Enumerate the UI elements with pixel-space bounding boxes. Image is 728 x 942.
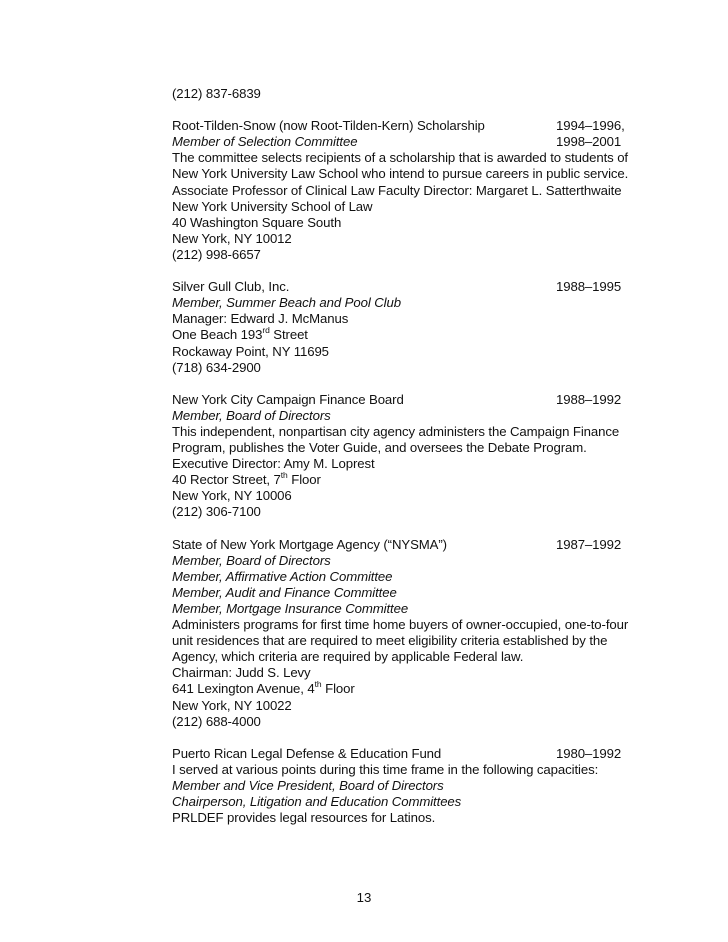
line-text: 40 Rector Street, 7 xyxy=(172,472,281,488)
phone-line: (212) 837-6839 xyxy=(172,86,261,101)
line-text: Member, Audit and Finance Committee xyxy=(172,584,397,600)
date-range: 1988–1992 xyxy=(556,391,622,407)
organization-name: Puerto Rican Legal Defense & Education Fund xyxy=(172,745,442,761)
detail-line xyxy=(172,360,672,376)
line-text: Member and Vice President, Board of Directors xyxy=(172,778,444,794)
detail-line xyxy=(172,183,672,199)
line-text: This independent, nonpartisan city agency administers the Campaign Finance xyxy=(172,423,620,439)
detail-line xyxy=(172,215,672,231)
role-line xyxy=(172,134,672,150)
line-text: New York, NY 10006 xyxy=(172,488,292,504)
section-spacer xyxy=(172,376,672,392)
line-text: Manager: Edward J. McManus xyxy=(172,311,349,327)
line-text: PRLDEF provides legal resources for Latinos. xyxy=(172,810,436,826)
organization-name: Root-Tilden-Snow (now Root-Tilden-Kern) Scholarship xyxy=(172,118,485,134)
entries-container xyxy=(172,102,672,826)
entry-block xyxy=(172,746,672,826)
line-text: One Beach 193 xyxy=(172,327,263,343)
role-line xyxy=(172,778,672,794)
line-text: (718) 634-2900 xyxy=(172,359,261,375)
line-text: New York University School of Law xyxy=(172,198,373,214)
line-text-suffix: Street xyxy=(269,327,308,343)
detail-line xyxy=(172,681,672,697)
organization-name: New York City Campaign Finance Board xyxy=(172,391,404,407)
detail-line xyxy=(172,311,672,327)
page-number: 13 xyxy=(356,890,372,905)
detail-line xyxy=(172,424,672,440)
date-range: 1988–1995 xyxy=(556,279,622,295)
line-text: (212) 306-7100 xyxy=(172,504,261,520)
line-text: New York University Law School who intend to pursue careers in public service. xyxy=(172,166,629,182)
line-text: Executive Director: Amy M. Loprest xyxy=(172,456,375,472)
line-text: (212) 688-4000 xyxy=(172,713,261,729)
detail-line xyxy=(172,810,672,826)
date-range: 1987–1992 xyxy=(556,536,622,552)
line-text: 40 Washington Square South xyxy=(172,214,342,230)
detail-line xyxy=(172,166,672,182)
detail-line xyxy=(172,231,672,247)
entry-header xyxy=(172,279,672,295)
entry-header xyxy=(172,537,672,553)
role-line xyxy=(172,585,672,601)
detail-line xyxy=(172,488,672,504)
detail-line xyxy=(172,665,672,681)
ordinal-superscript: rd xyxy=(262,325,270,336)
section-spacer xyxy=(172,730,672,746)
resume-document xyxy=(172,86,672,826)
line-text: The committee selects recipients of a scholarship that is awarded to students of xyxy=(172,150,628,166)
line-text: I served at various points during this time frame in the following capacities: xyxy=(172,761,599,777)
detail-line xyxy=(172,344,672,360)
entry-block xyxy=(172,392,672,521)
role-line xyxy=(172,408,672,424)
detail-line xyxy=(172,617,672,633)
entry-header xyxy=(172,118,672,134)
section-spacer xyxy=(172,263,672,279)
line-text: unit residences that are required to meet eligibility criteria established by the xyxy=(172,633,608,649)
detail-line xyxy=(172,456,672,472)
detail-line xyxy=(172,440,672,456)
role-line xyxy=(172,601,672,617)
line-text: Member, Summer Beach and Pool Club xyxy=(172,295,401,311)
role-line xyxy=(172,295,672,311)
line-text: New York, NY 10012 xyxy=(172,230,292,246)
role-line xyxy=(172,794,672,810)
section-spacer xyxy=(172,102,672,118)
line-text: New York, NY 10022 xyxy=(172,697,292,713)
entry-header xyxy=(172,392,672,408)
line-text: Associate Professor of Clinical Law Faculty Director: Margaret L. Satterthwaite xyxy=(172,182,622,198)
detail-line xyxy=(172,714,672,730)
line-text: Chairman: Judd S. Levy xyxy=(172,665,311,681)
entry-header xyxy=(172,746,672,762)
organization-name: State of New York Mortgage Agency (“NYSMA”) xyxy=(172,536,447,552)
line-text: Agency, which criteria are required by applicable Federal law. xyxy=(172,649,524,665)
line-text: Chairperson, Litigation and Education Committees xyxy=(172,794,462,810)
role-line xyxy=(172,569,672,585)
role-line xyxy=(172,553,672,569)
date-range: 1998–2001 xyxy=(556,134,622,150)
detail-line xyxy=(172,649,672,665)
line-text: 641 Lexington Avenue, 4 xyxy=(172,681,315,697)
ordinal-superscript: th xyxy=(280,469,288,480)
line-text: Member of Selection Committee xyxy=(172,134,358,150)
section-spacer xyxy=(172,521,672,537)
detail-line xyxy=(172,199,672,215)
detail-line xyxy=(172,762,672,778)
line-text: Member, Board of Directors xyxy=(172,407,331,423)
line-text: (212) 998-6657 xyxy=(172,246,261,262)
ordinal-superscript: th xyxy=(314,679,322,690)
entry-block xyxy=(172,118,672,263)
detail-line xyxy=(172,247,672,263)
line-text: Member, Affirmative Action Committee xyxy=(172,568,393,584)
detail-line xyxy=(172,698,672,714)
organization-name: Silver Gull Club, Inc. xyxy=(172,279,290,295)
detail-line xyxy=(172,504,672,520)
line-text: Member, Mortgage Insurance Committee xyxy=(172,601,409,616)
detail-line xyxy=(172,150,672,166)
line-text: Member, Board of Directors xyxy=(172,552,331,568)
line-text: Rockaway Point, NY 11695 xyxy=(172,343,329,359)
entry-block xyxy=(172,537,672,730)
detail-line xyxy=(172,469,672,488)
line-text: Administers programs for first time home buyers of owner-occupied, one-to-four xyxy=(172,617,629,633)
entry-block xyxy=(172,279,672,376)
line-text: Program, publishes the Voter Guide, and oversees the Debate Program. xyxy=(172,440,587,456)
line-text-suffix: Floor xyxy=(287,472,321,488)
line-text-suffix: Floor xyxy=(321,681,355,697)
date-range: 1994–1996, xyxy=(556,118,625,134)
detail-line xyxy=(172,327,672,343)
date-range: 1980–1992 xyxy=(556,745,622,761)
detail-line xyxy=(172,633,672,649)
